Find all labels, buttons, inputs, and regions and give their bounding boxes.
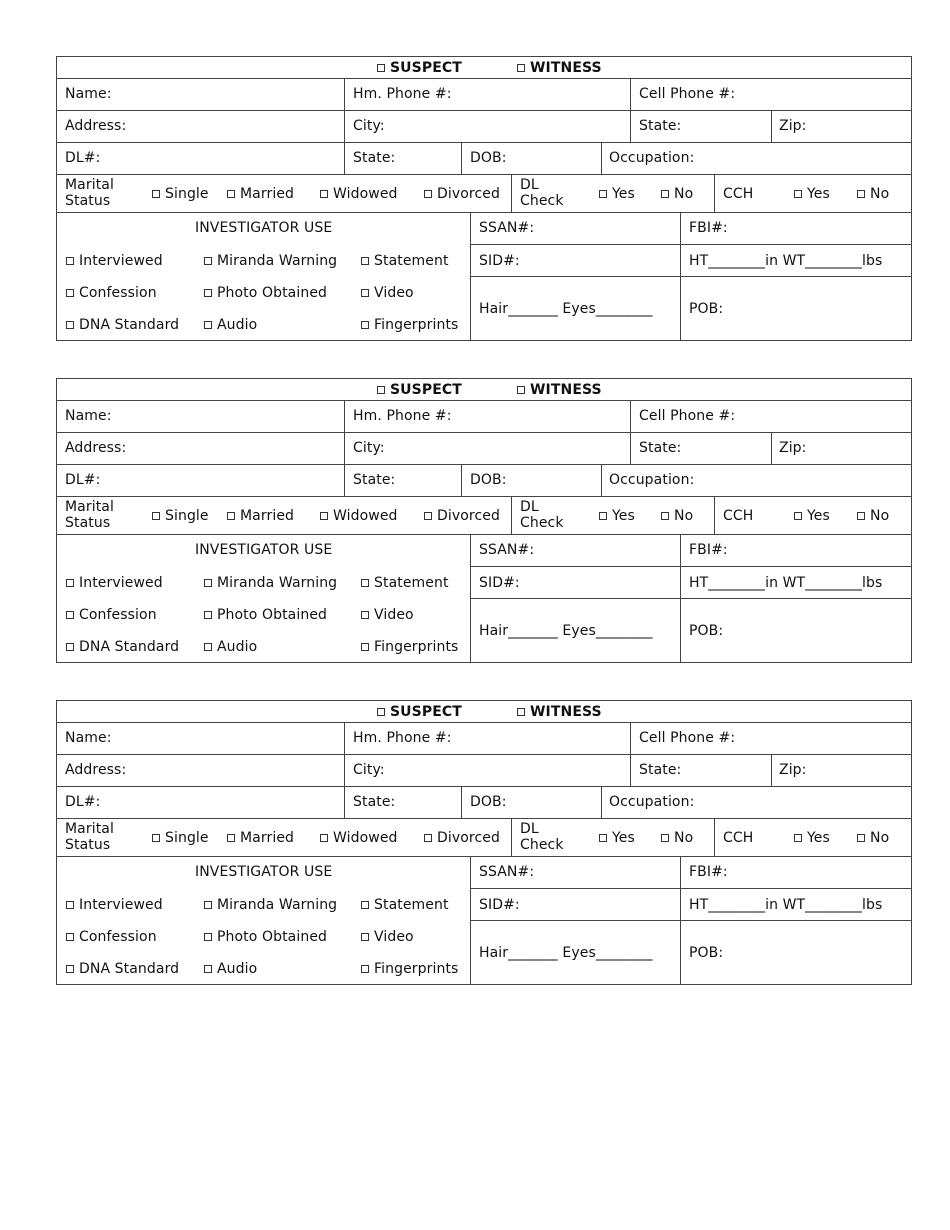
col-divider [511, 496, 512, 534]
marital-single-checkbox[interactable] [152, 186, 209, 202]
investigator-use-title: INVESTIGATOR USE [195, 864, 333, 880]
suspect-witness-form-2 [56, 378, 912, 663]
checkbox-icon [361, 257, 369, 265]
fingerprints-checkbox[interactable] [361, 639, 458, 655]
pob-field[interactable]: POB: [689, 945, 724, 961]
checkbox-icon [227, 512, 235, 520]
option-label: Confession [79, 285, 157, 301]
name-field[interactable]: Name: [65, 408, 112, 424]
option-label: Miranda Warning [217, 575, 338, 591]
dob-field[interactable]: DOB: [470, 472, 507, 488]
row-divider [57, 496, 911, 497]
option-label: Yes [612, 508, 635, 524]
statement-checkbox[interactable] [361, 575, 449, 591]
checkbox-icon [424, 512, 432, 520]
checkbox-icon [794, 190, 802, 198]
address-field[interactable]: Address: [65, 762, 127, 778]
option-label: Audio [217, 961, 258, 977]
col-divider [630, 432, 631, 464]
dl-number-field[interactable]: DL#: [65, 794, 101, 810]
marital-married-checkbox[interactable] [227, 508, 294, 524]
interviewed-checkbox[interactable] [66, 575, 163, 591]
option-label: Fingerprints [374, 317, 459, 333]
fbi-field[interactable]: FBI#: [689, 864, 728, 880]
col-divider [601, 786, 602, 818]
marital-status-label: Marital Status [65, 499, 114, 531]
checkbox-icon [320, 190, 328, 198]
option-label: Married [240, 508, 295, 524]
ssan-field[interactable]: SSAN#: [479, 542, 535, 558]
dl-check-yes-checkbox[interactable] [599, 830, 635, 846]
cch-yes-checkbox[interactable] [794, 186, 830, 202]
home-phone-field[interactable]: Hm. Phone #: [353, 730, 452, 746]
hair-eyes-field[interactable]: Hair_______ Eyes________ [479, 301, 653, 317]
col-divider [714, 818, 715, 856]
option-label: Statement [374, 253, 449, 269]
checkbox-icon [794, 512, 802, 520]
checkbox-icon [66, 257, 74, 265]
video-checkbox[interactable] [361, 607, 414, 623]
zip-field[interactable]: Zip: [779, 118, 807, 134]
dl-check-no-checkbox[interactable] [661, 830, 693, 846]
fingerprints-checkbox[interactable] [361, 317, 458, 333]
option-label: Interviewed [79, 575, 163, 591]
checkbox-icon [661, 834, 669, 842]
col-divider [630, 722, 631, 754]
sid-field[interactable]: SID#: [479, 253, 520, 269]
marital-divorced-checkbox[interactable] [424, 830, 500, 846]
marital-widowed-checkbox[interactable] [320, 186, 398, 202]
row-divider [57, 78, 911, 79]
checkbox-icon [66, 965, 74, 973]
checkbox-icon [857, 512, 865, 520]
interviewed-checkbox[interactable] [66, 253, 163, 269]
cch-no-checkbox[interactable] [857, 508, 889, 524]
checkbox-icon [204, 289, 212, 297]
pob-field[interactable]: POB: [689, 623, 724, 639]
col-divider [714, 174, 715, 212]
checkbox-icon [204, 965, 212, 973]
checkbox-icon [377, 64, 385, 72]
option-label: Photo Obtained [217, 285, 328, 301]
col-divider [511, 818, 512, 856]
col-divider [344, 400, 345, 496]
zip-field[interactable]: Zip: [779, 440, 807, 456]
checkbox-icon [361, 289, 369, 297]
dl-number-field[interactable]: DL#: [65, 472, 101, 488]
dl-check-no-checkbox[interactable] [661, 508, 693, 524]
checkbox-icon [424, 190, 432, 198]
row-divider [470, 598, 911, 599]
home-phone-field[interactable]: Hm. Phone #: [353, 86, 452, 102]
option-label: Statement [374, 575, 449, 591]
statement-checkbox[interactable] [361, 253, 449, 269]
checkbox-icon [66, 321, 74, 329]
checkbox-icon [227, 834, 235, 842]
checkbox-icon [517, 386, 525, 394]
option-label: DNA Standard [79, 317, 180, 333]
col-divider [630, 110, 631, 142]
marital-single-checkbox[interactable] [152, 508, 209, 524]
cch-no-checkbox[interactable] [857, 186, 889, 202]
col-divider [461, 464, 462, 496]
checkbox-icon [204, 643, 212, 651]
checkbox-icon [599, 190, 607, 198]
marital-status-label: Marital Status [65, 177, 114, 209]
option-label: No [870, 508, 890, 524]
checkbox-icon [66, 579, 74, 587]
option-label: Married [240, 830, 295, 846]
suspect-checkbox[interactable] [377, 704, 462, 720]
col-divider [344, 78, 345, 174]
audio-checkbox[interactable] [204, 639, 257, 655]
dl-check-label: DL Check [520, 499, 564, 531]
option-label: DNA Standard [79, 961, 180, 977]
miranda-warning-checkbox[interactable] [204, 253, 337, 269]
investigator-use-title: INVESTIGATOR USE [195, 220, 333, 236]
pob-field[interactable]: POB: [689, 301, 724, 317]
dl-number-field[interactable]: DL#: [65, 150, 101, 166]
col-divider [771, 432, 772, 464]
fbi-field[interactable]: FBI#: [689, 542, 728, 558]
confession-checkbox[interactable] [66, 929, 157, 945]
checkbox-icon [152, 190, 160, 198]
dl-check-label: DL Check [520, 177, 564, 209]
checkbox-icon [66, 643, 74, 651]
option-label: Yes [807, 186, 830, 202]
suspect-witness-form-3 [56, 700, 912, 985]
suspect-checkbox[interactable] [377, 60, 462, 76]
option-label: Divorced [437, 830, 500, 846]
photo-obtained-checkbox[interactable] [204, 285, 327, 301]
occupation-field[interactable]: Occupation: [609, 794, 695, 810]
hair-eyes-field[interactable]: Hair_______ Eyes________ [479, 945, 653, 961]
name-field[interactable]: Name: [65, 730, 112, 746]
col-divider [470, 534, 471, 663]
dl-check-no-checkbox[interactable] [661, 186, 693, 202]
fbi-field[interactable]: FBI#: [689, 220, 728, 236]
marital-married-checkbox[interactable] [227, 186, 294, 202]
option-label: No [870, 186, 890, 202]
row-divider [57, 110, 911, 111]
col-divider [470, 212, 471, 341]
col-divider [630, 78, 631, 110]
cch-yes-checkbox[interactable] [794, 508, 830, 524]
checkbox-icon [204, 321, 212, 329]
option-label: Widowed [333, 186, 398, 202]
col-divider [470, 856, 471, 985]
checkbox-icon [204, 933, 212, 941]
option-label: Interviewed [79, 253, 163, 269]
checkbox-icon [361, 965, 369, 973]
video-checkbox[interactable] [361, 285, 414, 301]
hair-eyes-field[interactable]: Hair_______ Eyes________ [479, 623, 653, 639]
state-field[interactable]: State: [639, 762, 682, 778]
checkbox-icon [361, 933, 369, 941]
photo-obtained-checkbox[interactable] [204, 607, 327, 623]
option-label: Confession [79, 607, 157, 623]
row-divider [57, 432, 911, 433]
sid-field[interactable]: SID#: [479, 897, 520, 913]
row-divider [57, 722, 911, 723]
witness-label: WITNESS [530, 60, 602, 76]
col-divider [771, 110, 772, 142]
option-label: Single [165, 830, 209, 846]
option-label: Single [165, 508, 209, 524]
option-label: Statement [374, 897, 449, 913]
col-divider [680, 856, 681, 985]
checkbox-icon [152, 834, 160, 842]
witness-checkbox[interactable] [517, 382, 602, 398]
option-label: Miranda Warning [217, 897, 338, 913]
checkbox-icon [361, 321, 369, 329]
option-label: Photo Obtained [217, 929, 328, 945]
witness-checkbox[interactable] [517, 60, 602, 76]
option-label: Audio [217, 639, 258, 655]
cell-phone-field[interactable]: Cell Phone #: [639, 730, 736, 746]
ssan-field[interactable]: SSAN#: [479, 864, 535, 880]
dl-check-yes-checkbox[interactable] [599, 508, 635, 524]
witness-checkbox[interactable] [517, 704, 602, 720]
suspect-label: SUSPECT [390, 60, 462, 76]
height-weight-field[interactable]: HT________in WT________lbs [689, 897, 883, 913]
col-divider [680, 212, 681, 341]
cch-no-checkbox[interactable] [857, 830, 889, 846]
checkbox-icon [661, 190, 669, 198]
dl-state-field[interactable]: State: [353, 472, 396, 488]
checkbox-icon [857, 834, 865, 842]
checkbox-icon [204, 901, 212, 909]
city-field[interactable]: City: [353, 118, 385, 134]
dna-standard-checkbox[interactable] [66, 317, 179, 333]
option-label: Yes [612, 830, 635, 846]
checkbox-icon [66, 901, 74, 909]
checkbox-icon [66, 611, 74, 619]
address-field[interactable]: Address: [65, 440, 127, 456]
col-divider [601, 142, 602, 174]
photo-obtained-checkbox[interactable] [204, 929, 327, 945]
checkbox-icon [599, 512, 607, 520]
checkbox-icon [661, 512, 669, 520]
audio-checkbox[interactable] [204, 961, 257, 977]
row-divider [57, 464, 911, 465]
checkbox-icon [424, 834, 432, 842]
dob-field[interactable]: DOB: [470, 794, 507, 810]
home-phone-field[interactable]: Hm. Phone #: [353, 408, 452, 424]
city-field[interactable]: City: [353, 762, 385, 778]
option-label: Video [374, 929, 414, 945]
option-label: Widowed [333, 830, 398, 846]
row-divider [470, 276, 911, 277]
marital-single-checkbox[interactable] [152, 830, 209, 846]
dl-state-field[interactable]: State: [353, 150, 396, 166]
checkbox-icon [204, 579, 212, 587]
row-divider [57, 856, 911, 857]
row-divider [57, 534, 911, 535]
option-label: Yes [807, 508, 830, 524]
video-checkbox[interactable] [361, 929, 414, 945]
checkbox-icon [361, 611, 369, 619]
cch-label: CCH [723, 830, 754, 846]
checkbox-icon [377, 386, 385, 394]
marital-divorced-checkbox[interactable] [424, 508, 500, 524]
state-field[interactable]: State: [639, 118, 682, 134]
dob-field[interactable]: DOB: [470, 150, 507, 166]
dna-standard-checkbox[interactable] [66, 639, 179, 655]
checkbox-icon [377, 708, 385, 716]
cch-label: CCH [723, 186, 754, 202]
option-label: Video [374, 607, 414, 623]
row-divider [57, 400, 911, 401]
row-divider [57, 818, 911, 819]
checkbox-icon [320, 512, 328, 520]
col-divider [344, 722, 345, 818]
option-label: DNA Standard [79, 639, 180, 655]
cch-label: CCH [723, 508, 754, 524]
row-divider [470, 920, 911, 921]
suspect-witness-form-1 [56, 56, 912, 341]
option-label: No [870, 830, 890, 846]
marital-divorced-checkbox[interactable] [424, 186, 500, 202]
row-divider [57, 786, 911, 787]
row-divider [470, 244, 911, 245]
checkbox-icon [361, 579, 369, 587]
occupation-field[interactable]: Occupation: [609, 472, 695, 488]
option-label: Fingerprints [374, 961, 459, 977]
row-divider [57, 212, 911, 213]
option-label: Single [165, 186, 209, 202]
suspect-label: SUSPECT [390, 704, 462, 720]
city-field[interactable]: City: [353, 440, 385, 456]
zip-field[interactable]: Zip: [779, 762, 807, 778]
marital-married-checkbox[interactable] [227, 830, 294, 846]
checkbox-icon [204, 611, 212, 619]
col-divider [601, 464, 602, 496]
checkbox-icon [66, 289, 74, 297]
occupation-field[interactable]: Occupation: [609, 150, 695, 166]
checkbox-icon [517, 708, 525, 716]
dl-check-yes-checkbox[interactable] [599, 186, 635, 202]
cell-phone-field[interactable]: Cell Phone #: [639, 408, 736, 424]
option-label: Photo Obtained [217, 607, 328, 623]
option-label: Divorced [437, 508, 500, 524]
dl-check-label: DL Check [520, 821, 564, 853]
marital-status-label: Marital Status [65, 821, 114, 853]
checkbox-icon [517, 64, 525, 72]
state-field[interactable]: State: [639, 440, 682, 456]
witness-label: WITNESS [530, 704, 602, 720]
ssan-field[interactable]: SSAN#: [479, 220, 535, 236]
checkbox-icon [857, 190, 865, 198]
fingerprints-checkbox[interactable] [361, 961, 458, 977]
option-label: Fingerprints [374, 639, 459, 655]
row-divider [470, 888, 911, 889]
suspect-checkbox[interactable] [377, 382, 462, 398]
option-label: Confession [79, 929, 157, 945]
witness-label: WITNESS [530, 382, 602, 398]
checkbox-icon [204, 257, 212, 265]
row-divider [57, 142, 911, 143]
statement-checkbox[interactable] [361, 897, 449, 913]
col-divider [771, 754, 772, 786]
miranda-warning-checkbox[interactable] [204, 897, 337, 913]
audio-checkbox[interactable] [204, 317, 257, 333]
row-divider [470, 566, 911, 567]
col-divider [511, 174, 512, 212]
option-label: Interviewed [79, 897, 163, 913]
col-divider [461, 786, 462, 818]
checkbox-icon [152, 512, 160, 520]
option-label: No [674, 508, 694, 524]
option-label: No [674, 186, 694, 202]
checkbox-icon [66, 933, 74, 941]
option-label: Audio [217, 317, 258, 333]
checkbox-icon [794, 834, 802, 842]
interviewed-checkbox[interactable] [66, 897, 163, 913]
sid-field[interactable]: SID#: [479, 575, 520, 591]
col-divider [630, 754, 631, 786]
option-label: Yes [807, 830, 830, 846]
cell-phone-field[interactable]: Cell Phone #: [639, 86, 736, 102]
row-divider [57, 754, 911, 755]
confession-checkbox[interactable] [66, 285, 157, 301]
option-label: Yes [612, 186, 635, 202]
height-weight-field[interactable]: HT________in WT________lbs [689, 253, 883, 269]
dl-state-field[interactable]: State: [353, 794, 396, 810]
miranda-warning-checkbox[interactable] [204, 575, 337, 591]
cch-yes-checkbox[interactable] [794, 830, 830, 846]
col-divider [680, 534, 681, 663]
suspect-label: SUSPECT [390, 382, 462, 398]
checkbox-icon [599, 834, 607, 842]
checkbox-icon [227, 190, 235, 198]
col-divider [714, 496, 715, 534]
dna-standard-checkbox[interactable] [66, 961, 179, 977]
row-divider [57, 174, 911, 175]
col-divider [461, 142, 462, 174]
name-field[interactable]: Name: [65, 86, 112, 102]
investigator-use-title: INVESTIGATOR USE [195, 542, 333, 558]
option-label: Video [374, 285, 414, 301]
checkbox-icon [361, 643, 369, 651]
marital-widowed-checkbox[interactable] [320, 830, 398, 846]
col-divider [630, 400, 631, 432]
height-weight-field[interactable]: HT________in WT________lbs [689, 575, 883, 591]
checkbox-icon [320, 834, 328, 842]
option-label: Divorced [437, 186, 500, 202]
option-label: No [674, 830, 694, 846]
option-label: Miranda Warning [217, 253, 338, 269]
confession-checkbox[interactable] [66, 607, 157, 623]
option-label: Widowed [333, 508, 398, 524]
address-field[interactable]: Address: [65, 118, 127, 134]
marital-widowed-checkbox[interactable] [320, 508, 398, 524]
option-label: Married [240, 186, 295, 202]
checkbox-icon [361, 901, 369, 909]
